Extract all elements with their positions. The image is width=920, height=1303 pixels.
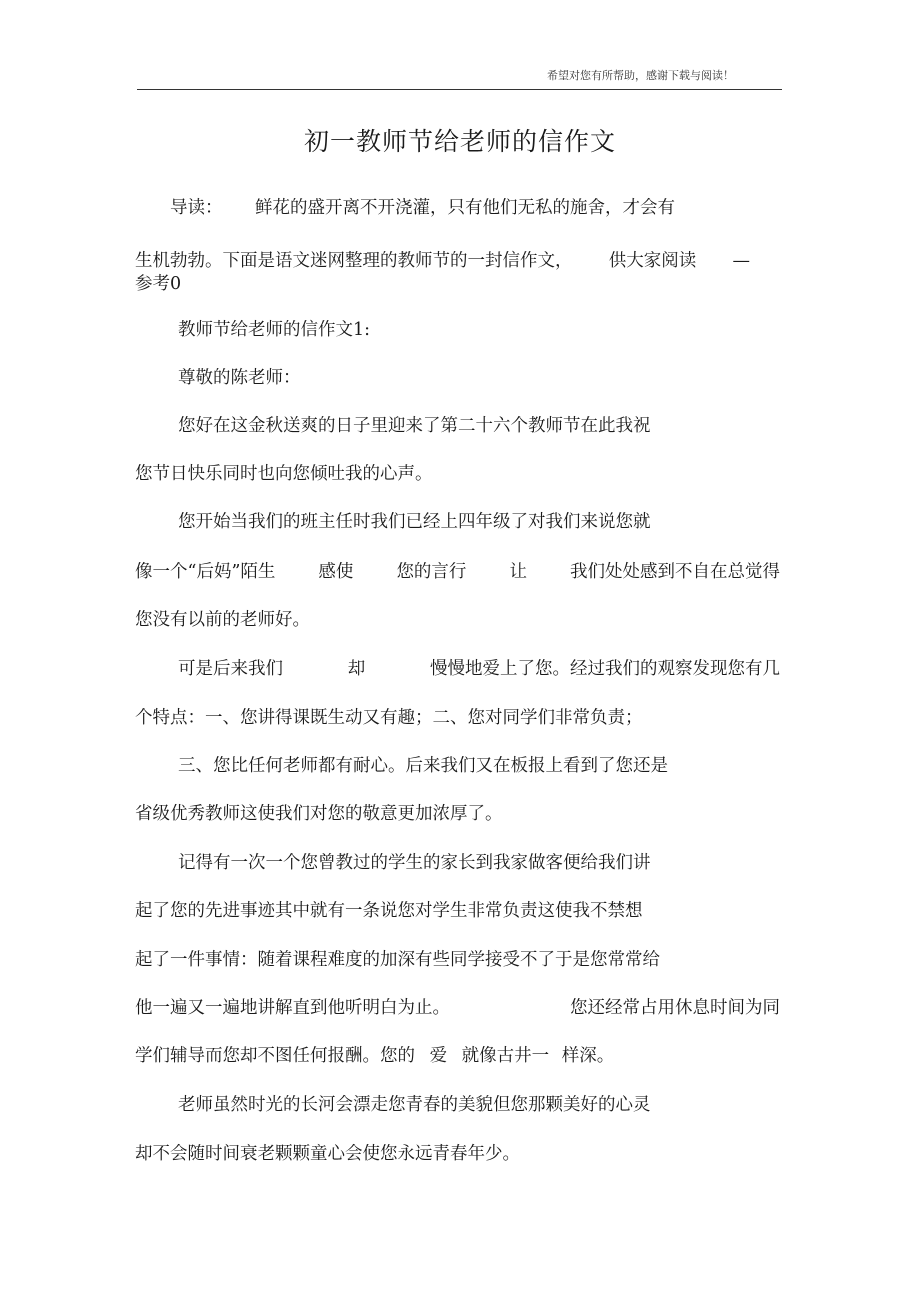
paragraph-1-line-2: 您节日快乐同时也向您倾吐我的心声。 xyxy=(135,464,433,484)
paragraph-5-line-5-seg-3: 就像古井一 xyxy=(461,1046,550,1066)
intro-line-1: 鲜花的盛开离不开浇灌，只有他们无私的施舍，才会有 xyxy=(255,198,675,218)
paragraph-3-line-1 xyxy=(178,659,780,680)
intro-line-2 xyxy=(135,251,750,272)
paragraph-2-line-2-seg-1: 像一个“后妈”陌生 xyxy=(135,562,276,582)
paragraph-5-line-5-seg-2: 爱 xyxy=(429,1046,448,1066)
intro-label: 导读： xyxy=(170,198,223,218)
intro-line-2-part-3: — xyxy=(732,251,750,271)
paragraph-5-line-4 xyxy=(135,998,780,1019)
paragraph-3-line-1-seg-1: 可是后来我们 xyxy=(178,659,283,679)
paragraph-3-line-1-seg-2: 却 xyxy=(347,659,366,679)
paragraph-2-line-2-seg-4: 让 xyxy=(509,562,527,582)
paragraph-3-line-1-seg-3: 慢慢地爱上了您。经过我们的观察发现您有几 xyxy=(430,659,780,679)
paragraph-3-line-2: 个特点：一、您讲得课既生动又有趣；二、您对同学们非常负责； xyxy=(135,708,643,728)
paragraph-2-line-1: 您开始当我们的班主任时我们已经上四年级了对我们来说您就 xyxy=(178,512,651,532)
paragraph-5-line-5 xyxy=(135,1046,635,1067)
paragraph-2-line-3: 您没有以前的老师好。 xyxy=(135,610,310,630)
paragraph-5-line-5-seg-1: 学们辅导而您却不图任何报酬。您的 xyxy=(135,1046,415,1066)
paragraph-1-line-1: 您好在这金秋送爽的日子里迎来了第二十六个教师节在此我祝 xyxy=(178,416,651,436)
paragraph-2-line-2-seg-3: 您的言行 xyxy=(396,562,467,582)
page-title: 初一教师节给老师的信作文 xyxy=(303,127,616,156)
paragraph-5-line-3: 起了一件事情：随着课程难度的加深有些同学接受不了于是您常常给 xyxy=(135,950,660,970)
paragraph-2-line-2 xyxy=(135,562,780,583)
intro-line-2-part-1: 生机勃勃。下面是语文迷网整理的教师节的一封信作文， xyxy=(135,251,573,271)
letter-salutation: 尊敬的陈老师： xyxy=(178,368,301,388)
paragraph-5-line-4-seg-1: 他一遍又一遍地讲解直到他听明白为止。 xyxy=(135,998,450,1018)
paragraph-5-line-5-seg-4: 样深。 xyxy=(561,1046,615,1066)
paragraph-2-line-2-seg-5: 我们处处感到不自在总觉得 xyxy=(569,562,780,582)
paragraph-2-line-2-seg-2: 感使 xyxy=(318,562,354,582)
paragraph-6-line-1: 老师虽然时光的长河会漂走您青春的美貌但您那颗美好的心灵 xyxy=(178,1095,651,1115)
paragraph-5-line-1: 记得有一次一个您曾教过的学生的家长到我家做客便给我们讲 xyxy=(178,853,651,873)
intro-line-2-part-2: 供大家阅读 xyxy=(608,251,697,271)
paragraph-5-line-2: 起了您的先进事迹其中就有一条说您对学生非常负责这使我不禁想 xyxy=(135,901,643,921)
header-note: 希望对您有所帮助，感谢下载与阅读！ xyxy=(547,69,734,82)
paragraph-6-line-2: 却不会随时间衰老颗颗童心会使您永远青春年少。 xyxy=(135,1144,520,1164)
paragraph-5-line-4-seg-2: 您还经常占用休息时间为同 xyxy=(570,998,780,1018)
intro-line-3: 参考0 xyxy=(135,274,182,294)
paragraph-4-line-1: 三、您比任何老师都有耐心。后来我们又在板报上看到了您还是 xyxy=(178,756,668,776)
paragraph-4-line-2: 省级优秀教师这使我们对您的敬意更加浓厚了。 xyxy=(135,804,503,824)
header-divider xyxy=(137,89,782,90)
letter-heading: 教师节给老师的信作文1: xyxy=(178,320,371,340)
